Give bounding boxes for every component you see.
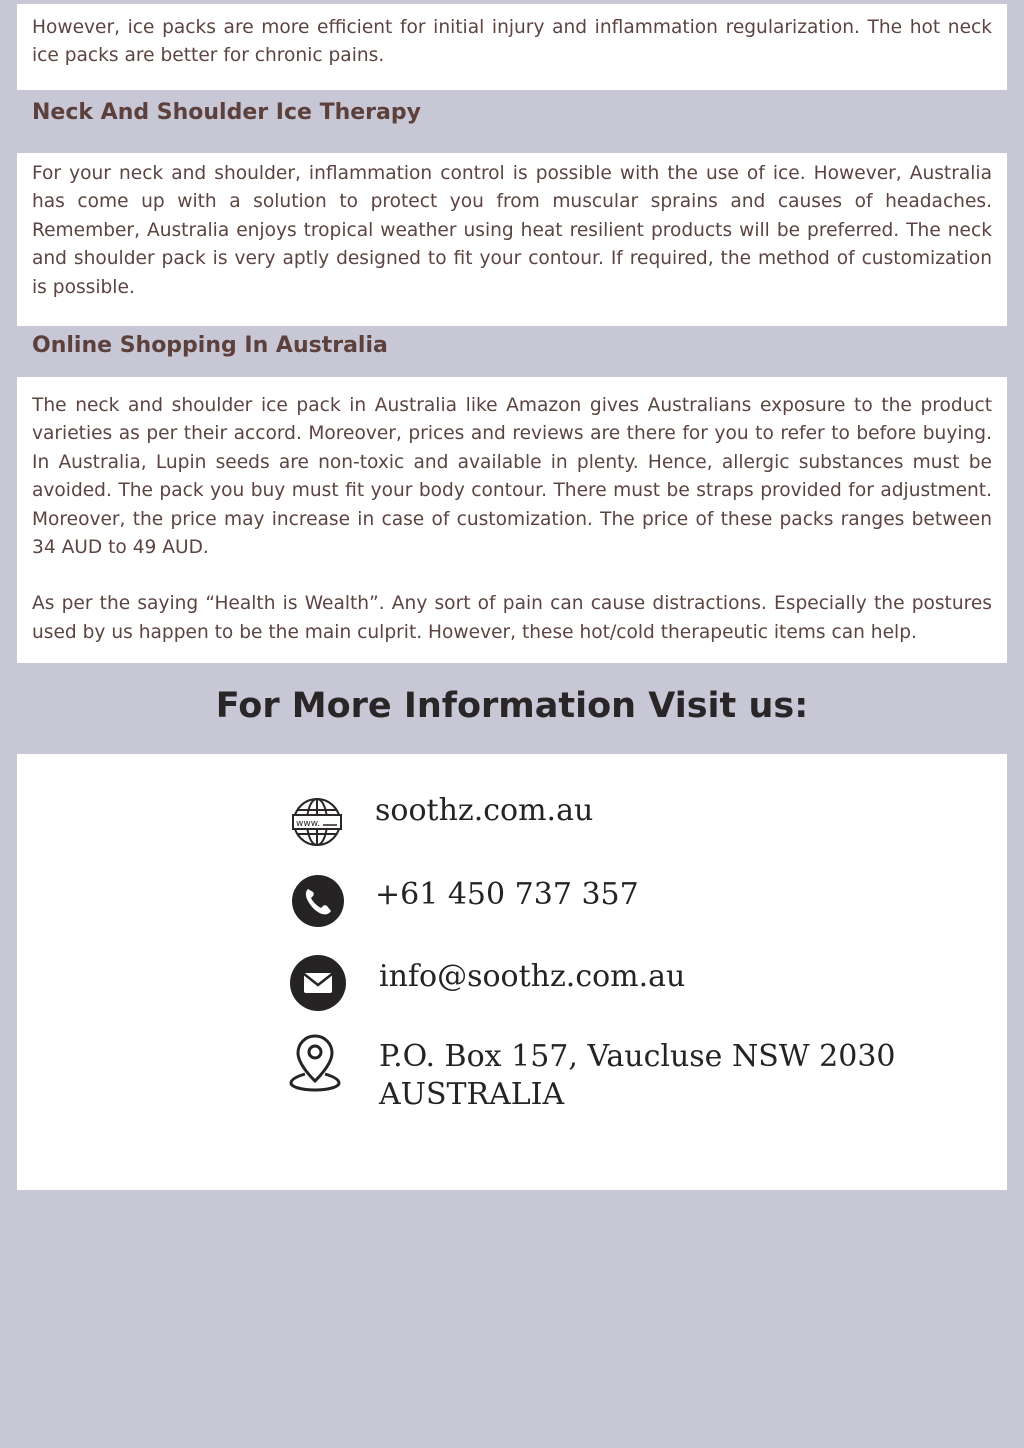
intro-card [17,4,1007,90]
website-link[interactable]: soothz.com.au [375,793,594,828]
address-line-2: AUSTRALIA [379,1077,565,1112]
contact-heading: For More Information Visit us: [215,686,809,726]
mail-icon [289,954,347,1012]
section-card-neck-shoulder [17,153,1007,326]
section-card-online-shopping [17,377,1007,663]
address-line-1: P.O. Box 157, Vaucluse NSW 2030 [379,1039,896,1074]
globe-icon [291,796,343,848]
section-paragraph: As per the saying “Health is Wealth”. Any sort of pain can cause distractions. Especially the postures used by us happen to be the main culprit. However, these hot/cold therapeutic items can help. [32,593,992,643]
location-pin-icon [289,1034,343,1092]
section-paragraph: For your neck and shoulder, inflammation control is possible with the use of ice. However, Australia has come up with a solution to protect you from muscular sprains and causes of headaches. Remember, Australia enjoys tropical weather using heat resilient products will be preferred. The neck and shoulder pack is very aptly designed to fit your contour. If required, the method of customization is possible. [32,163,992,298]
section-paragraph: The neck and shoulder ice pack in Australia like Amazon gives Australians exposure to the product varieties as per their accord. Moreover, prices and reviews are there for you to refer to before buying. In Australia, Lupin seeds are non-toxic and available in plenty. Hence, allergic substances must be avoided. The pack you buy must fit your body contour. There must be straps provided for adjustment. Moreover, the price may increase in case of customization. The price of these packs ranges between 34 AUD to 49 AUD. [32,395,992,559]
phone-number[interactable]: +61 450 737 357 [375,877,639,912]
section-heading-online-shopping: Online Shopping In Australia [32,333,388,358]
intro-paragraph: However, ice packs are more efficient for initial injury and inflammation regularization. The hot neck ice packs are better for chronic pains. [32,17,992,67]
section-heading-neck-shoulder: Neck And Shoulder Ice Therapy [32,100,421,125]
globe-icon-label: www. [296,819,321,829]
phone-icon [291,874,345,928]
email-address[interactable]: info@soothz.com.au [379,959,686,994]
